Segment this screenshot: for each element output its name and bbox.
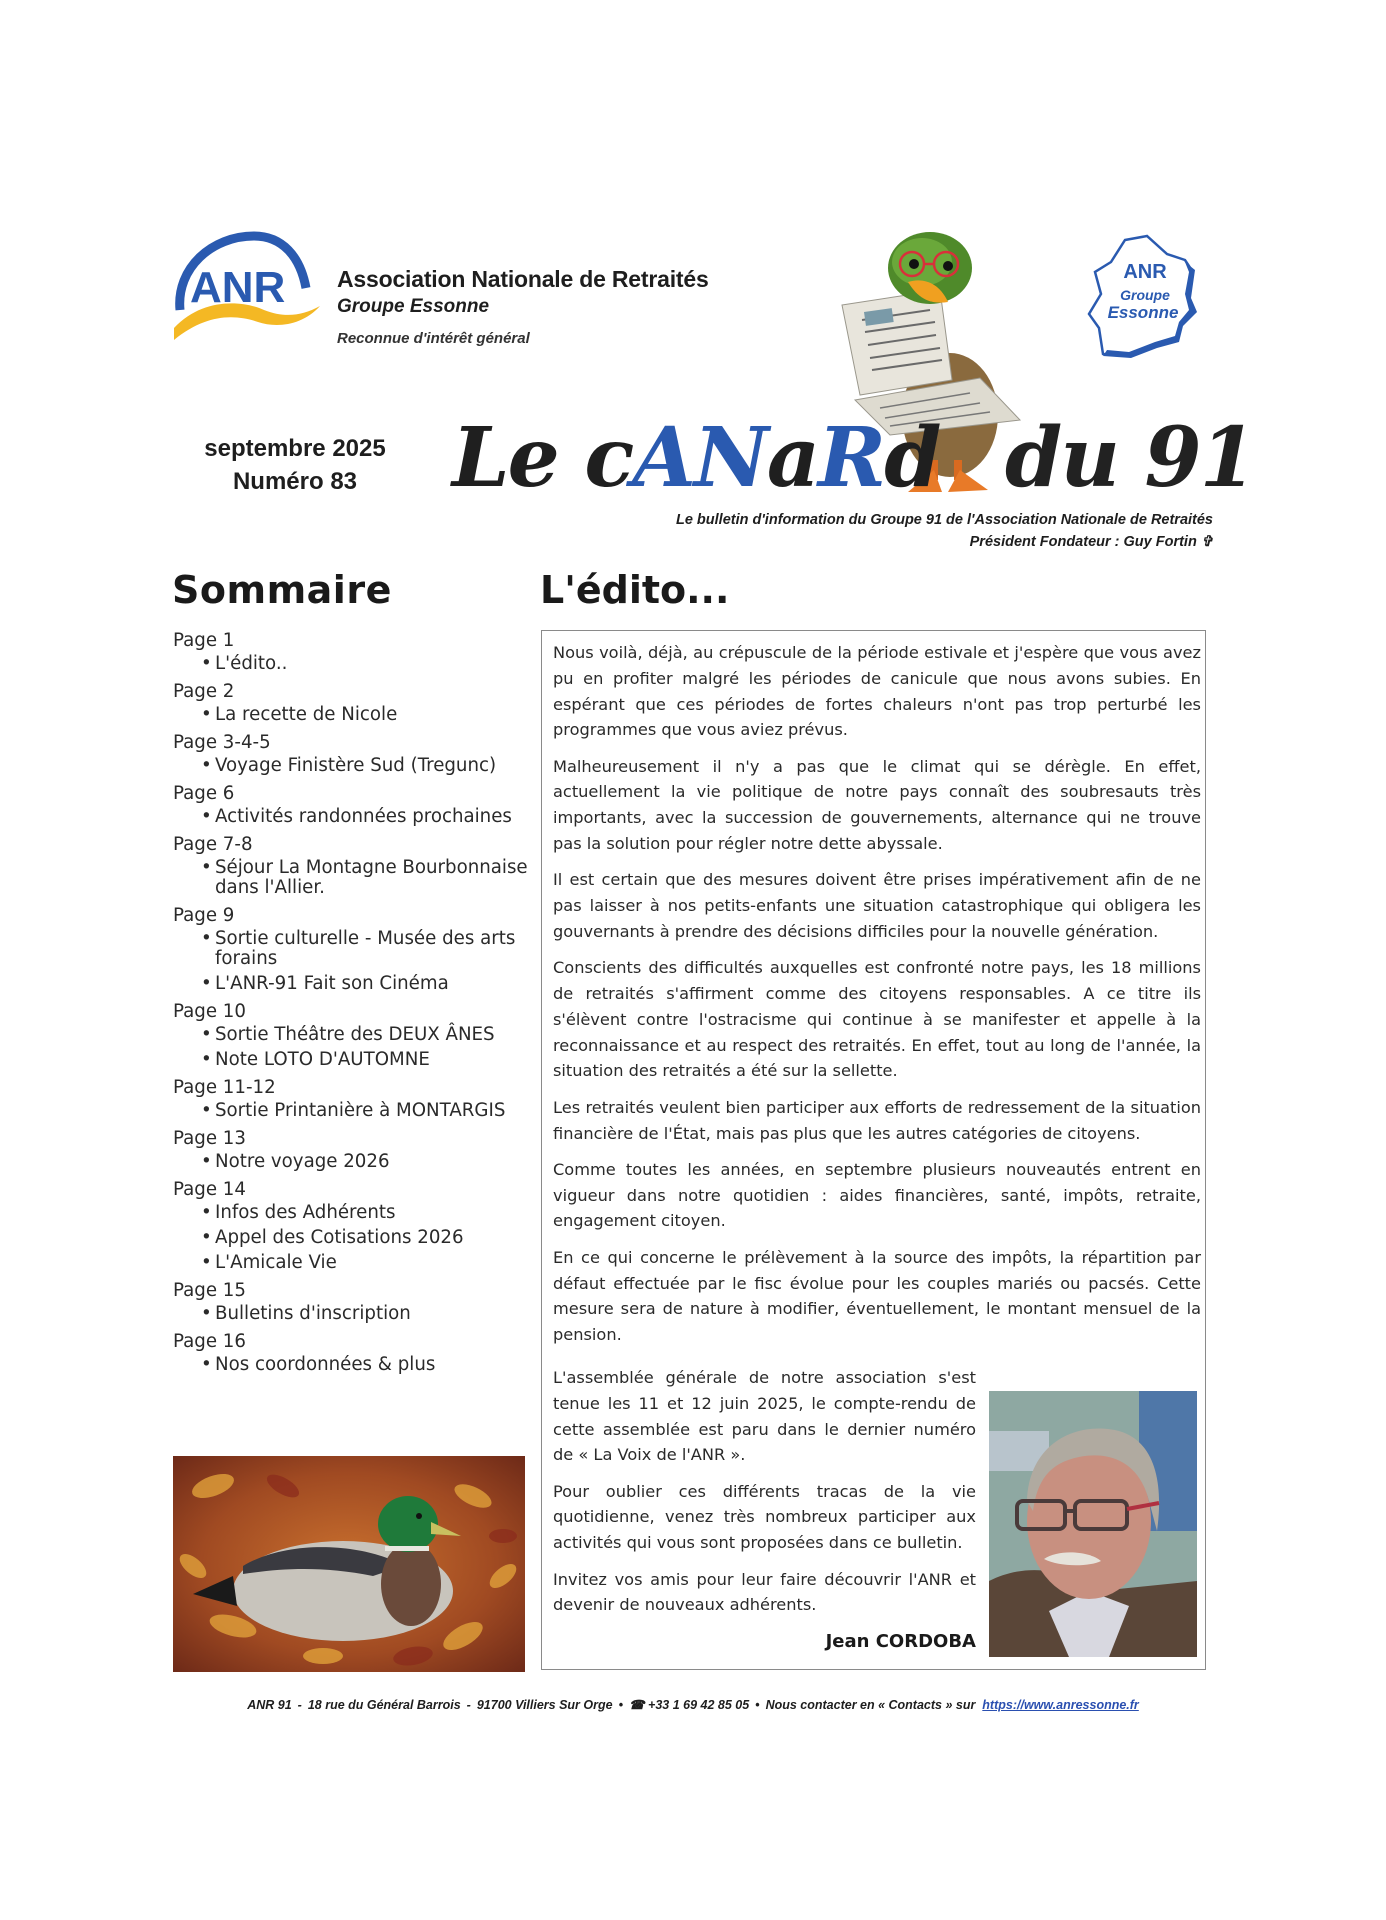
sommaire-page-label: Page 13: [173, 1128, 246, 1149]
masthead-part: AN: [632, 410, 767, 506]
author-portrait-photo: [989, 1391, 1197, 1657]
organization-block: [337, 266, 709, 347]
sommaire-item: [173, 1304, 543, 1324]
sommaire-item-label: Note LOTO D'AUTOMNE: [215, 1049, 430, 1070]
issue-info: [180, 432, 410, 498]
issue-number: Numéro 83: [232, 468, 358, 495]
sommaire-item: [173, 1355, 543, 1375]
organization-recognition: Reconnue d'intérêt général: [337, 330, 530, 347]
footer-city: 91700 Villiers Sur Orge: [476, 1698, 613, 1712]
anr-essonne-logo: [1085, 232, 1205, 360]
sommaire-item: [173, 858, 543, 898]
sommaire-page-label: Page 6: [173, 783, 235, 804]
edito-heading: L'édito...: [540, 568, 730, 612]
masthead-part: a: [766, 410, 819, 506]
footer-separator: -: [297, 1698, 302, 1712]
bullet-icon: •: [201, 755, 212, 776]
bullet-icon: •: [201, 857, 212, 878]
organization-name: Association Nationale de Retraités: [337, 266, 709, 292]
sommaire-page-label: Page 9: [173, 905, 235, 926]
sommaire-item: [173, 756, 543, 776]
sommaire-item: [173, 705, 543, 725]
footer-separator: -: [466, 1698, 471, 1712]
sommaire-page-label: Page 11-12: [173, 1077, 276, 1098]
sommaire-item: [173, 1050, 543, 1070]
edito-signature: Jean CORDOBA: [825, 1631, 976, 1652]
subtitle-founder: Président Fondateur : Guy Fortin ✞: [969, 534, 1213, 550]
footer-contact-text: Nous contacter en « Contacts » sur: [765, 1698, 976, 1712]
sommaire-item: [173, 1228, 543, 1248]
masthead-part: R: [818, 410, 885, 506]
bullet-icon: •: [201, 1227, 212, 1248]
website-link[interactable]: https://www.anressonne.fr: [982, 1698, 1139, 1712]
sommaire-item-label: Séjour La Montagne Bourbonnaise dans l'Allier.: [215, 857, 528, 898]
sommaire-page-label: Page 14: [173, 1179, 246, 1200]
sommaire-item: [173, 1253, 543, 1273]
sommaire-page-label: Page 10: [173, 1001, 246, 1022]
sommaire-page-label: Page 2: [173, 681, 235, 702]
bullet-icon: •: [201, 928, 212, 949]
mallard-duck-photo: [173, 1456, 525, 1672]
edito-paragraph: Nous voilà, déjà, au crépuscule de la période estivale et j'espère que vous avez pu en profiter malgré les périodes de canicule que nous avons subies. En espérant que ces périodes de fortes chaleurs n'ont pas trop perturbé les programmes que vous aviez prévus.: [553, 643, 1201, 740]
masthead-title: [452, 408, 940, 508]
footer-contact: [0, 1697, 1386, 1712]
anr-logo-text: ANR: [190, 263, 286, 312]
sommaire-heading: Sommaire: [172, 568, 392, 612]
footer-org: ANR 91: [247, 1698, 292, 1712]
edito-body-continued: [553, 1365, 976, 1629]
edito-body: [553, 640, 1201, 1358]
sommaire-item-label: Sortie culturelle - Musée des arts forains: [215, 928, 516, 969]
bullet-icon: •: [201, 1151, 212, 1172]
bullet-icon: •: [201, 704, 212, 725]
bullet-icon: •: [201, 1354, 212, 1375]
footer-phone: +33 1 69 42 85 05: [648, 1698, 750, 1712]
sommaire-page-label: Page 15: [173, 1280, 246, 1301]
sommaire-item: [173, 654, 543, 674]
sommaire-item-label: Activités randonnées prochaines: [215, 806, 512, 827]
masthead-part: Le c: [452, 410, 633, 506]
bullet-icon: •: [201, 1024, 212, 1045]
edito-paragraph: En ce qui concerne le prélèvement à la source des impôts, la répartition par défaut effectuée par le fisc évolue pour les couples mariés ou pacsés. Cette mesure sera de nature à modifier, éventuellement, le montant mensuel de la pension.: [553, 1247, 1201, 1345]
bullet-icon: •: [201, 1303, 212, 1324]
edito-paragraph: Malheureusement il n'y a pas que le climat qui se dérègle. En effet, actuellement la vie politique de notre pays connaît des soubresauts très importants, avec la succession de gouvernements, alternance qui ne trouve pas la solution pour régler notre dette abyssale.: [553, 756, 1201, 854]
bullet-icon: •: [201, 806, 212, 827]
sommaire-item: [173, 974, 543, 994]
sommaire-item: [173, 807, 543, 827]
sommaire-page-label: Page 3-4-5: [173, 732, 271, 753]
edito-paragraph: Conscients des difficultés auxquelles est confronté notre pays, les 18 millions de retraités s'affirment comme des citoyens responsables. A ce titre ils s'élèvent contre l'ostracisme qui continue à se manifester et appelle à la reconnaissance et au respect des retraités. En effet, tout au long de l'année, la situation des retraités a été sur la sellette.: [553, 958, 1201, 1081]
edito-paragraph: Invitez vos amis pour leur faire découvrir l'ANR et devenir de nouveaux adhérents.: [553, 1569, 976, 1615]
edito-paragraph: Les retraités veulent bien participer aux efforts de redressement de la situation financière de l'État, mais pas plus que les autres catégories de citoyens.: [553, 1097, 1201, 1143]
sommaire-item-label: L'Amicale Vie: [215, 1252, 337, 1273]
masthead-title-suffix: [1005, 408, 1255, 508]
masthead-part: du: [1005, 410, 1145, 506]
masthead-subtitle: [676, 509, 1213, 553]
sommaire-item-label: Infos des Adhérents: [215, 1202, 396, 1223]
edito-paragraph: L'assemblée générale de notre association s'est tenue les 11 et 12 juin 2025, le compte-rendu de cette assemblée est paru dans le dernier numéro de « La Voix de l'ANR ».: [553, 1368, 976, 1465]
sommaire-item: [173, 929, 543, 969]
masthead-part: 91: [1144, 410, 1255, 506]
sommaire-page-label: Page 1: [173, 630, 235, 651]
organization-group: Groupe Essonne: [337, 296, 490, 317]
edito-paragraph: Comme toutes les années, en septembre plusieurs nouveautés entrent en vigueur dans notre quotidien : aides financières, santé, impôts, retraite, engagement citoyen.: [553, 1159, 1201, 1231]
sommaire-item-label: Voyage Finistère Sud (Tregunc): [215, 755, 497, 776]
essonne-logo-groupe: Groupe: [1120, 287, 1170, 303]
bullet-icon: •: [201, 1049, 212, 1070]
phone-icon: ☎: [628, 1698, 645, 1712]
edito-paragraph: Pour oublier ces différents tracas de la vie quotidienne, venez très nombreux participer aux activités qui vous sont proposées dans ce bulletin.: [553, 1481, 976, 1553]
footer-separator: •: [618, 1698, 623, 1712]
subtitle-line: Le bulletin d'information du Groupe 91 de l'Association Nationale de Retraités: [675, 512, 1213, 528]
sommaire-item-label: Sortie Printanière à MONTARGIS: [215, 1100, 506, 1121]
sommaire-page-label: Page 7-8: [173, 834, 253, 855]
essonne-logo-essonne: Essonne: [1107, 303, 1179, 322]
essonne-logo-anr: ANR: [1123, 261, 1167, 283]
sommaire-item-label: Appel des Cotisations 2026: [215, 1227, 464, 1248]
sommaire-item-label: Notre voyage 2026: [215, 1151, 390, 1172]
bullet-icon: •: [201, 973, 212, 994]
masthead-part: d: [884, 410, 940, 506]
sommaire-item-label: Bulletins d'inscription: [215, 1303, 411, 1324]
sommaire-item-label: L'édito..: [215, 653, 288, 674]
sommaire-item-label: La recette de Nicole: [215, 704, 398, 725]
sommaire-item: [173, 1203, 543, 1223]
footer-separator: •: [755, 1698, 760, 1712]
edito-paragraph: Il est certain que des mesures doivent être prises impérativement afin de ne pas laisser à nos petits-enfants une situation catastrophique qui obligera les gouvernants à prendre des décisions difficiles pour la nouvelle génération.: [553, 870, 1201, 941]
issue-month: septembre 2025: [204, 435, 386, 462]
sommaire-item: [173, 1101, 543, 1121]
sommaire-item: [173, 1025, 543, 1045]
bullet-icon: •: [201, 1252, 212, 1273]
bullet-icon: •: [201, 1100, 212, 1121]
bullet-icon: •: [201, 1202, 212, 1223]
sommaire-item: [173, 1152, 543, 1172]
footer-address: 18 rue du Général Barrois: [307, 1698, 461, 1712]
sommaire-item-label: Sortie Théâtre des DEUX ÂNES: [215, 1024, 495, 1045]
anr-logo: [172, 228, 322, 348]
sommaire-item-label: Nos coordonnées & plus: [215, 1354, 436, 1375]
sommaire-item-label: L'ANR-91 Fait son Cinéma: [215, 973, 449, 994]
bullet-icon: •: [201, 653, 212, 674]
sommaire-list: [173, 628, 543, 1380]
sommaire-page-label: Page 16: [173, 1331, 246, 1352]
